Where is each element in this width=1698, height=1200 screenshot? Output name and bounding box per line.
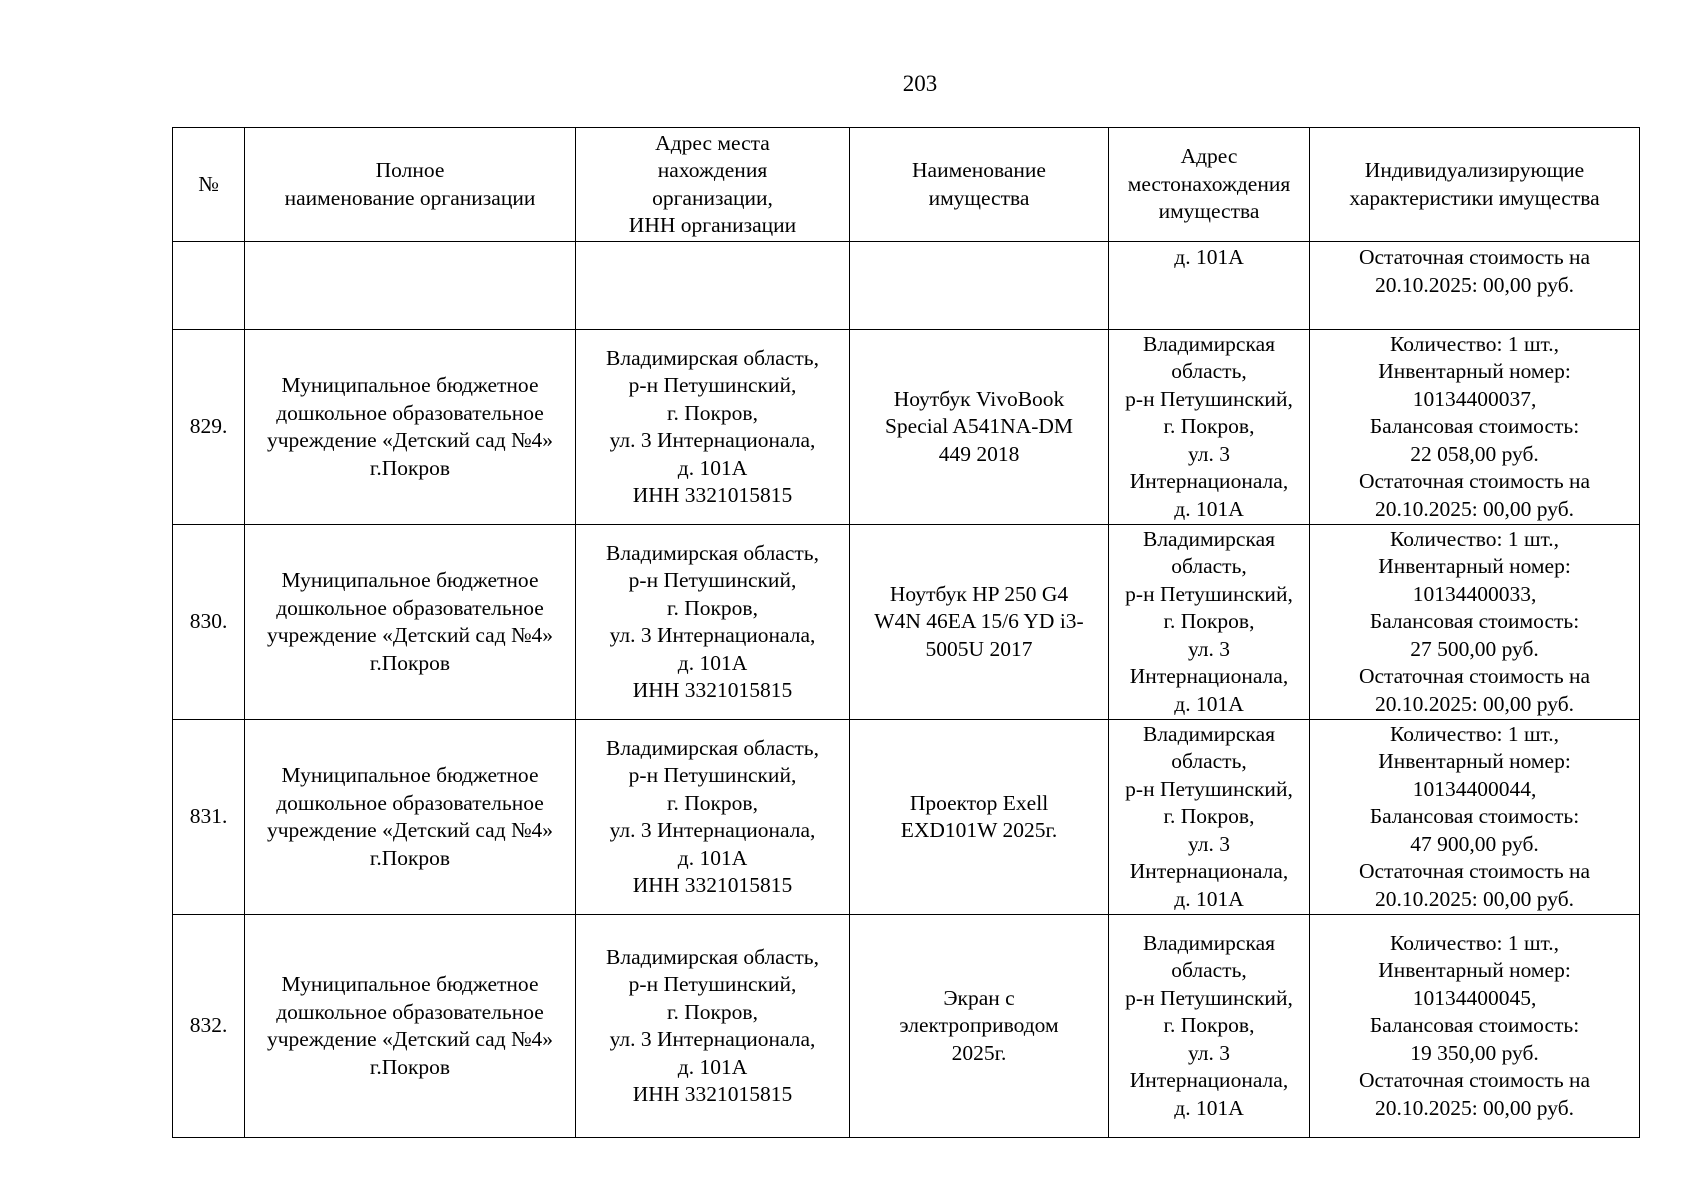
header-characteristics: Индивидуализирующие характеристики имущества [1310,128,1640,242]
organization-name-cell: Муниципальное бюджетное дошкольное образовательное учреждение «Детский сад №4» г.Покров [245,915,576,1138]
organization-address-cell: Владимирская область, р-н Петушинский, г. Покров, ул. 3 Интернационала, д. 101А ИНН 3321015815 [576,330,850,525]
organization-address-cell: Владимирская область, р-н Петушинский, г. Покров, ул. 3 Интернационала, д. 101А ИНН 3321015815 [576,525,850,720]
organization-address-cell: Владимирская область, р-н Петушинский, г. Покров, ул. 3 Интернационала, д. 101А ИНН 3321015815 [576,915,850,1138]
continuation-organization-cell [245,242,576,330]
continuation-row [173,242,1640,330]
property-address-cell: Владимирская область, р-н Петушинский, г. Покров, ул. 3 Интернационала, д. 101А [1109,720,1310,915]
property-registry-table [172,127,1640,1138]
characteristics-cell: Количество: 1 шт., Инвентарный номер: 10134400044, Балансовая стоимость: 47 900,00 руб. Остаточная стоимость на 20.10.2025: 00,00 руб. [1310,720,1640,915]
row-number-cell: 832. [173,915,245,1138]
continuation-organization-address-cell [576,242,850,330]
header-property-name: Наименование имущества [850,128,1109,242]
continuation-property-address-cell: д. 101А [1109,242,1310,330]
property-address-cell: Владимирская область, р-н Петушинский, г. Покров, ул. 3 Интернационала, д. 101А [1109,915,1310,1138]
table-row [173,915,1640,1138]
header-property-address: Адрес местонахождения имущества [1109,128,1310,242]
table-row [173,330,1640,525]
property-name-cell: Проектор Exell EXD101W 2025г. [850,720,1109,915]
header-number: № [173,128,245,242]
property-name-cell: Ноутбук HP 250 G4 W4N 46EA 15/6 YD i3- 5005U 2017 [850,525,1109,720]
property-address-cell: Владимирская область, р-н Петушинский, г. Покров, ул. 3 Интернационала, д. 101А [1109,330,1310,525]
organization-name-cell: Муниципальное бюджетное дошкольное образовательное учреждение «Детский сад №4» г.Покров [245,525,576,720]
header-organization-address: Адрес места нахождения организации, ИНН организации [576,128,850,242]
table-row [173,720,1640,915]
continuation-number-cell [173,242,245,330]
organization-name-cell: Муниципальное бюджетное дошкольное образовательное учреждение «Детский сад №4» г.Покров [245,330,576,525]
organization-name-cell: Муниципальное бюджетное дошкольное образовательное учреждение «Детский сад №4» г.Покров [245,720,576,915]
property-name-cell: Ноутбук VivoBook Special A541NA-DM 449 2018 [850,330,1109,525]
header-organization-name: Полное наименование организации [245,128,576,242]
characteristics-cell: Количество: 1 шт., Инвентарный номер: 10134400045, Балансовая стоимость: 19 350,00 руб. Остаточная стоимость на 20.10.2025: 00,00 руб. [1310,915,1640,1138]
property-address-cell: Владимирская область, р-н Петушинский, г. Покров, ул. 3 Интернационала, д. 101А [1109,525,1310,720]
characteristics-cell: Количество: 1 шт., Инвентарный номер: 10134400033, Балансовая стоимость: 27 500,00 руб. Остаточная стоимость на 20.10.2025: 00,00 руб. [1310,525,1640,720]
table-row [173,525,1640,720]
organization-address-cell: Владимирская область, р-н Петушинский, г. Покров, ул. 3 Интернационала, д. 101А ИНН 3321015815 [576,720,850,915]
row-number-cell: 830. [173,525,245,720]
characteristics-cell: Количество: 1 шт., Инвентарный номер: 10134400037, Балансовая стоимость: 22 058,00 руб. Остаточная стоимость на 20.10.2025: 00,00 руб. [1310,330,1640,525]
row-number-cell: 829. [173,330,245,525]
row-number-cell: 831. [173,720,245,915]
table-header-row [173,128,1640,242]
continuation-characteristics-cell: Остаточная стоимость на 20.10.2025: 00,00 руб. [1310,242,1640,330]
property-name-cell: Экран с электроприводом 2025г. [850,915,1109,1138]
continuation-property-name-cell [850,242,1109,330]
page-number: 203 [902,71,938,96]
